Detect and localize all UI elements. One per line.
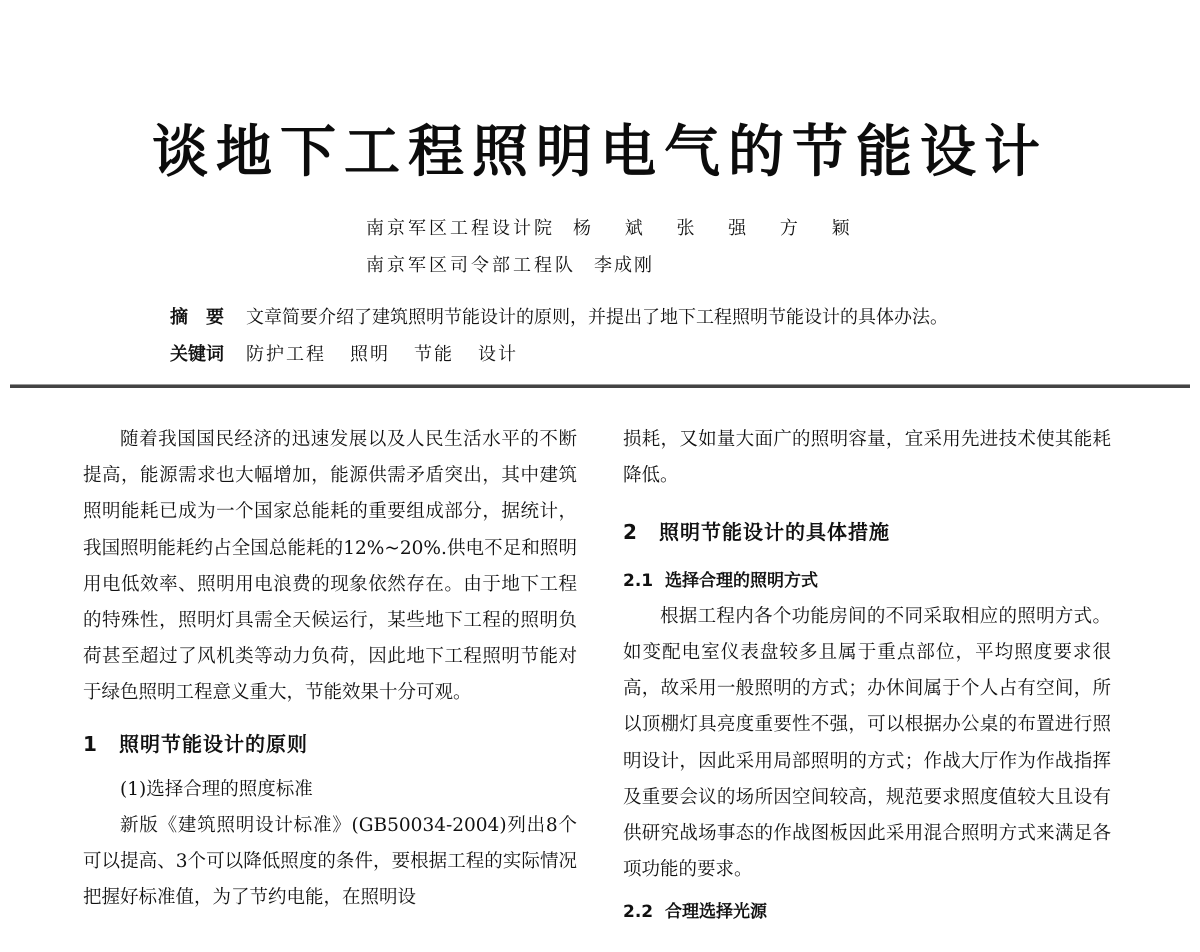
keyword: 照明: [350, 344, 390, 365]
author-line-1: [366, 214, 864, 240]
section-title: 照明节能设计的具体措施: [659, 520, 890, 545]
author-affiliation: 南京军区工程设计院: [366, 218, 555, 239]
author-line-2: [366, 251, 654, 277]
abstract-label: 摘 要: [170, 307, 224, 328]
subsection-number: 2.2: [623, 902, 654, 923]
keyword: 节能: [414, 344, 454, 365]
intro-paragraph: 随着我国国民经济的迅速发展以及人民生活水平的不断提高，能源需求也大幅增加，能源供需矛盾突出，其中建筑照明能耗已成为一个国家总能耗的重要组成部分，据统计，我国照明能耗约占全国总能耗的12%~20%.供电不足和照明用电低效率、照明用电浪费的现象依然存在。由于地下工程的特殊性，照明灯具需全天候运行，某些地下工程的照明负荷甚至超过了风机类等动力负荷，因此地下工程照明节能对于绿色照明工程意义重大，节能效果十分可观。: [83, 429, 577, 704]
paper-title: 谈地下工程照明电气的节能设计: [152, 120, 1048, 185]
section-number: 1: [83, 731, 98, 756]
author-affiliation: 南京军区司令部工程队: [366, 255, 576, 276]
keywords: [170, 340, 542, 366]
subsection-heading: [623, 563, 1111, 599]
section-title: 照明节能设计的原则: [119, 731, 308, 756]
subsection-heading: [623, 894, 1111, 930]
section-heading: [623, 514, 1111, 550]
left-column: [83, 422, 577, 917]
continued-paragraph: 损耗，又如量大面广的照明容量，宜采用先进技术使其能耗降低。: [623, 429, 1111, 487]
keyword: 设计: [478, 344, 518, 365]
keyword: 防护工程: [246, 344, 326, 365]
abstract-text: 文章简要介绍了建筑照明节能设计的原则，并提出了地下工程照明节能设计的具体办法。: [246, 307, 948, 328]
right-column: [623, 422, 1111, 931]
list-item: (1)选择合理的照度标准: [120, 778, 313, 800]
subsection-title: 合理选择光源: [665, 902, 767, 923]
section-number: 2: [623, 520, 638, 545]
subsection-number: 2.1: [623, 570, 654, 591]
author-names: 李成刚: [594, 255, 654, 276]
section-heading: [83, 726, 577, 762]
header-divider: [10, 384, 1190, 388]
subsection-title: 选择合理的照明方式: [665, 570, 818, 591]
body-paragraph: 新版《建筑照明设计标准》(GB50034-2004)列出8个可以提高、3个可以降低照度的条件，要根据工程的实际情况把握好标准值，为了节约电能，在照明设: [83, 815, 577, 909]
author-names: 杨 斌 张 强 方 颖: [573, 218, 864, 239]
keywords-label: 关键词: [170, 344, 224, 365]
abstract: [170, 303, 948, 329]
body-paragraph: 根据工程内各个功能房间的不同采取相应的照明方式。如变配电室仪表盘较多且属于重点部位，平均照度要求很高，故采用一般照明的方式；办休间属于个人占有空间，所以顶棚灯具亮度重要性不强，可以根据办公桌的布置进行照明设计，因此采用局部照明的方式；作战大厅作为作战指挥及重要会议的场所因空间较高，规范要求照度值较大且设有供研究战场事态的作战图板因此采用混合照明方式来满足各项功能的要求。: [623, 605, 1111, 881]
